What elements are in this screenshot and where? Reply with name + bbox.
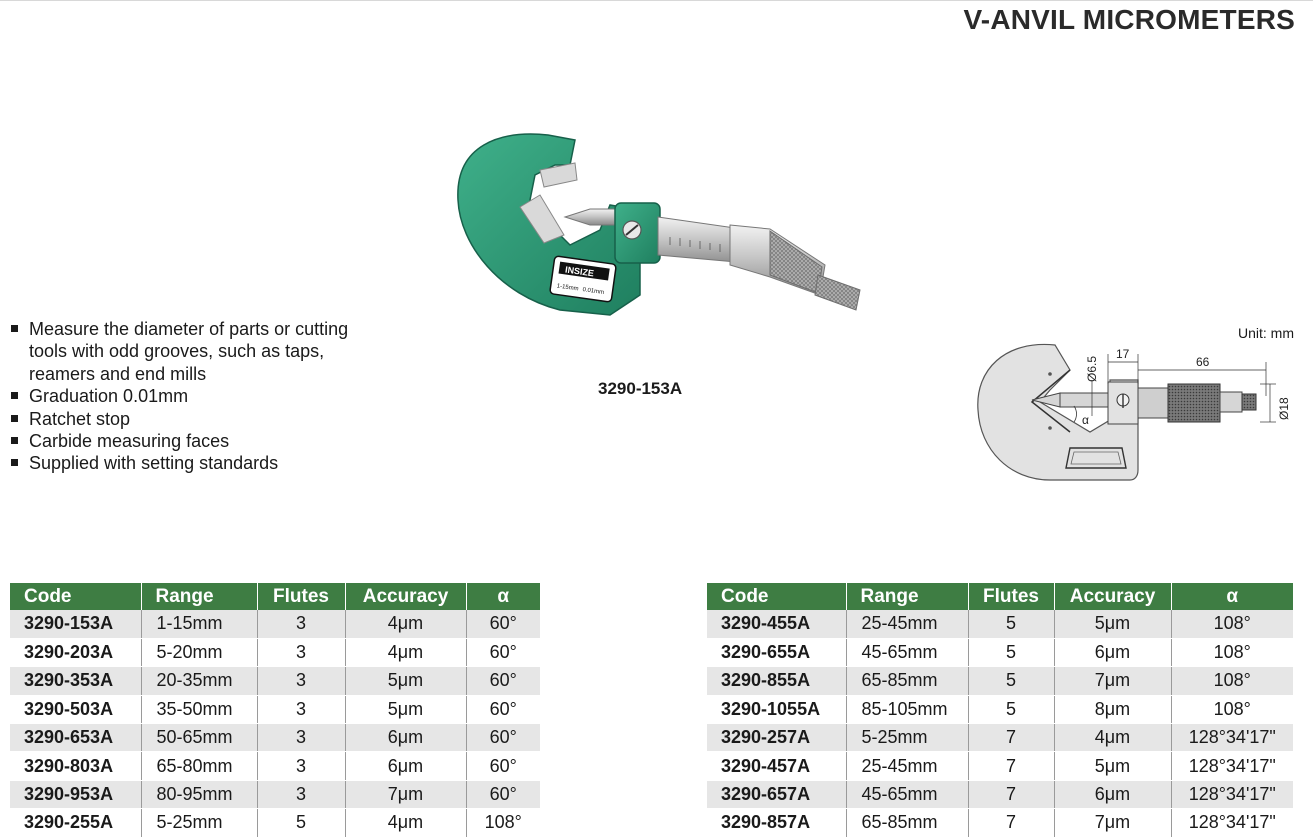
cell-accuracy: 6μm (1054, 638, 1171, 666)
unit-label: Unit: mm (1238, 325, 1294, 341)
table-header-row (707, 583, 1293, 610)
cell-accuracy: 6μm (1054, 780, 1171, 808)
cell-alpha: 60° (466, 667, 540, 695)
dim-diameter-small: Ø6.5 (1085, 355, 1099, 382)
technical-drawing (970, 340, 1300, 490)
square-bullet-icon (11, 437, 18, 444)
header-range: Range (846, 583, 968, 610)
cell-accuracy: 6μm (345, 724, 466, 752)
cell-range: 25-45mm (846, 752, 968, 780)
cell-range: 50-65mm (141, 724, 257, 752)
cell-alpha: 108° (1171, 667, 1293, 695)
cell-code: 3290-353A (10, 667, 141, 695)
cell-code: 3290-153A (10, 610, 141, 638)
feature-item: Supplied with setting standards (10, 452, 370, 474)
cell-alpha: 108° (466, 809, 540, 837)
cell-code: 3290-953A (10, 780, 141, 808)
cell-accuracy: 6μm (345, 752, 466, 780)
cell-accuracy: 5μm (345, 695, 466, 723)
table-row (10, 752, 540, 780)
square-bullet-icon (11, 415, 18, 422)
cell-flutes: 3 (257, 752, 345, 780)
cell-range: 5-20mm (141, 638, 257, 666)
cell-alpha: 60° (466, 638, 540, 666)
thimble-knurl (770, 231, 822, 293)
cell-flutes: 5 (968, 610, 1054, 638)
cell-alpha: 128°34'17" (1171, 809, 1293, 837)
dim-17: 17 (1116, 347, 1130, 361)
cell-range: 20-35mm (141, 667, 257, 695)
cell-flutes: 3 (257, 667, 345, 695)
cell-flutes: 7 (968, 724, 1054, 752)
table-header-row (10, 583, 540, 610)
dim-66: 66 (1196, 355, 1210, 369)
cell-flutes: 3 (257, 638, 345, 666)
table-row (707, 724, 1293, 752)
header-accuracy: Accuracy (345, 583, 466, 610)
cell-accuracy: 4μm (1054, 724, 1171, 752)
header-accuracy: Accuracy (1054, 583, 1171, 610)
svg-text:0.01mm: 0.01mm (582, 287, 605, 297)
feature-item: Measure the diameter of parts or cutting tools with odd grooves, such as taps, reamers and end mills (10, 318, 370, 385)
cell-flutes: 5 (257, 809, 345, 837)
page-title: V-ANVIL MICROMETERS (963, 4, 1295, 35)
cell-accuracy: 7μm (1054, 809, 1171, 837)
spec-table-right (707, 583, 1293, 838)
cell-alpha: 108° (1171, 610, 1293, 638)
square-bullet-icon (11, 392, 18, 399)
cell-code: 3290-653A (10, 724, 141, 752)
cell-range: 65-85mm (846, 809, 968, 837)
header-code: Code (10, 583, 141, 610)
cell-range: 65-80mm (141, 752, 257, 780)
cell-range: 65-85mm (846, 667, 968, 695)
cell-range: 1-15mm (141, 610, 257, 638)
cell-flutes: 3 (257, 695, 345, 723)
brand-label: INSIZE (564, 264, 595, 279)
cell-range: 5-25mm (141, 809, 257, 837)
cell-alpha: 128°34'17" (1171, 752, 1293, 780)
cell-alpha: 60° (466, 724, 540, 752)
table-row (707, 610, 1293, 638)
table-row (707, 809, 1293, 837)
cell-flutes: 3 (257, 610, 345, 638)
cell-accuracy: 4μm (345, 809, 466, 837)
table-row (707, 695, 1293, 723)
table-row (707, 638, 1293, 666)
cell-flutes: 7 (968, 752, 1054, 780)
angle-label: α (1082, 413, 1089, 427)
cell-flutes: 3 (257, 724, 345, 752)
feature-item: Carbide measuring faces (10, 430, 370, 452)
cell-code: 3290-457A (707, 752, 846, 780)
cell-range: 80-95mm (141, 780, 257, 808)
header-alpha: α (1171, 583, 1293, 610)
cell-range: 25-45mm (846, 610, 968, 638)
cell-flutes: 5 (968, 695, 1054, 723)
cell-code: 3290-855A (707, 667, 846, 695)
cell-range: 85-105mm (846, 695, 968, 723)
header-alpha: α (466, 583, 540, 610)
header-code: Code (707, 583, 846, 610)
cell-flutes: 3 (257, 780, 345, 808)
cell-accuracy: 5μm (345, 667, 466, 695)
spec-table-left (10, 583, 540, 838)
product-photo (440, 125, 880, 325)
top-rule (0, 0, 1313, 1)
cell-flutes: 7 (968, 780, 1054, 808)
cell-alpha: 60° (466, 695, 540, 723)
feature-item: Graduation 0.01mm (10, 385, 370, 407)
table-row (707, 667, 1293, 695)
cell-code: 3290-255A (10, 809, 141, 837)
header-range: Range (141, 583, 257, 610)
cell-flutes: 7 (968, 809, 1054, 837)
cell-accuracy: 5μm (1054, 610, 1171, 638)
cell-range: 45-65mm (846, 638, 968, 666)
table-row (10, 667, 540, 695)
cell-code: 3290-803A (10, 752, 141, 780)
cell-alpha: 108° (1171, 695, 1293, 723)
cell-accuracy: 5μm (1054, 752, 1171, 780)
svg-text:1-15mm: 1-15mm (556, 283, 579, 293)
header-flutes: Flutes (257, 583, 345, 610)
dim-diameter-large: Ø18 (1277, 397, 1291, 420)
product-caption: 3290-153A (598, 379, 683, 398)
table-row (10, 610, 540, 638)
cell-range: 45-65mm (846, 780, 968, 808)
cell-accuracy: 4μm (345, 610, 466, 638)
cell-alpha: 128°34'17" (1171, 724, 1293, 752)
cell-code: 3290-655A (707, 638, 846, 666)
cell-code: 3290-503A (10, 695, 141, 723)
table-row (10, 638, 540, 666)
cell-flutes: 5 (968, 667, 1054, 695)
cell-code: 3290-257A (707, 724, 846, 752)
feature-list (10, 318, 370, 475)
cell-alpha: 108° (1171, 638, 1293, 666)
cell-accuracy: 4μm (345, 638, 466, 666)
cell-flutes: 5 (968, 638, 1054, 666)
cell-range: 35-50mm (141, 695, 257, 723)
cell-alpha: 60° (466, 752, 540, 780)
cell-alpha: 128°34'17" (1171, 780, 1293, 808)
feature-item: Ratchet stop (10, 408, 370, 430)
cell-code: 3290-1055A (707, 695, 846, 723)
cell-code: 3290-857A (707, 809, 846, 837)
cell-code: 3290-203A (10, 638, 141, 666)
cell-code: 3290-657A (707, 780, 846, 808)
cell-accuracy: 7μm (345, 780, 466, 808)
square-bullet-icon (11, 325, 18, 332)
table-row (707, 752, 1293, 780)
table-row (10, 724, 540, 752)
cell-alpha: 60° (466, 780, 540, 808)
cell-range: 5-25mm (846, 724, 968, 752)
cell-code: 3290-455A (707, 610, 846, 638)
table-row (10, 809, 540, 837)
square-bullet-icon (11, 459, 18, 466)
ratchet (815, 275, 860, 310)
table-row (707, 780, 1293, 808)
cell-accuracy: 7μm (1054, 667, 1171, 695)
table-row (10, 695, 540, 723)
cell-accuracy: 8μm (1054, 695, 1171, 723)
cell-alpha: 60° (466, 610, 540, 638)
table-row (10, 780, 540, 808)
header-flutes: Flutes (968, 583, 1054, 610)
